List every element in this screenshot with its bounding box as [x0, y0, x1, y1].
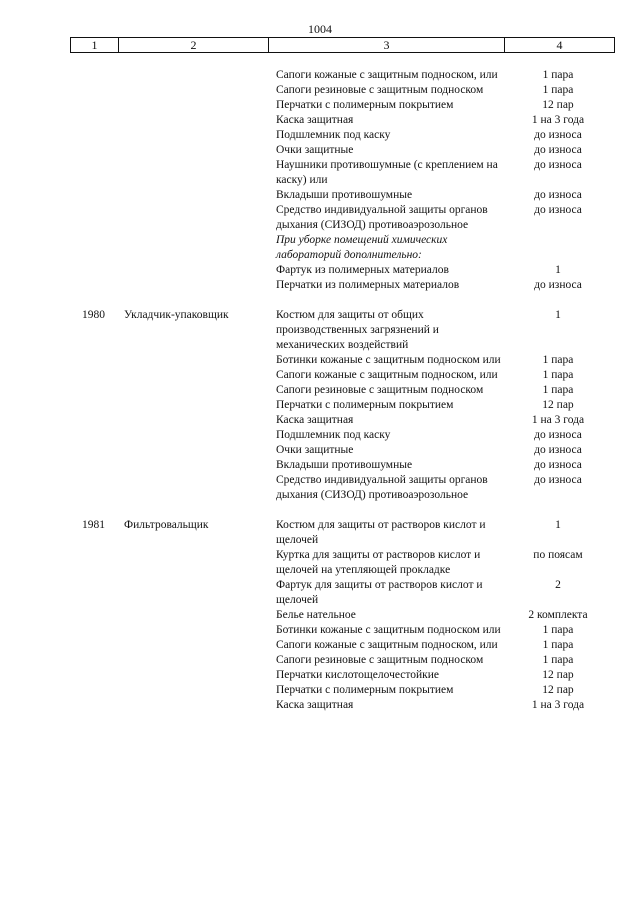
ppe-item-norm: 2 комплекта	[528, 609, 588, 621]
ppe-item-norm: до износа	[534, 474, 582, 486]
ppe-item-norm: 1	[555, 519, 561, 531]
ppe-item-norm: до износа	[534, 459, 582, 471]
ppe-item-name: Перчатки с полимерным покрытием	[276, 399, 454, 411]
ppe-item-name: Очки защитные	[276, 444, 354, 456]
ppe-item-norm: 1 пара	[542, 639, 574, 651]
profession-code: 1981	[82, 519, 105, 531]
ppe-item-norm: 12 пар	[542, 684, 574, 696]
ppe-item-norm: 1 пара	[542, 84, 574, 96]
ppe-item-norm: до износа	[534, 129, 582, 141]
column-header-4: 4	[505, 38, 615, 53]
ppe-item-name: Подшлемник под каску	[276, 429, 391, 441]
ppe-item-name: Очки защитные	[276, 144, 354, 156]
ppe-item-row	[70, 143, 614, 158]
ppe-item-row	[70, 443, 614, 458]
ppe-item-norm: 1	[555, 264, 561, 276]
ppe-item-name: Средство индивидуальной защиты органов дыхания (СИЗОД) противоаэрозольное	[276, 204, 488, 231]
ppe-item-row	[70, 68, 614, 83]
ppe-item-norm: 1	[555, 309, 561, 321]
ppe-item-name: Куртка для защиты от растворов кислот и щелочей на утепляющей прокладке	[276, 549, 481, 576]
ppe-item-norm: 1 пара	[542, 369, 574, 381]
ppe-item-row	[70, 113, 614, 128]
ppe-item-name: Белье нательное	[276, 609, 356, 621]
profession-group	[70, 68, 614, 293]
column-header-2: 2	[119, 38, 269, 53]
ppe-item-row	[70, 698, 614, 713]
ppe-item-row	[70, 278, 614, 293]
ppe-item-name: Перчатки с полимерным покрытием	[276, 99, 454, 111]
ppe-item-name: Каска защитная	[276, 414, 354, 426]
ppe-item-row	[70, 683, 614, 698]
ppe-item-row	[70, 458, 614, 473]
profession-group	[70, 308, 614, 503]
ppe-item-name: Наушники противошумные (с креплением на каску) или	[276, 159, 498, 186]
ppe-item-name: При уборке помещений химических лабораторий дополнительно:	[276, 234, 448, 261]
ppe-item-name: Сапоги кожаные с защитным подноском, или	[276, 639, 498, 651]
ppe-item-norm: 1 пара	[542, 654, 574, 666]
ppe-item-norm: 1 на 3 года	[531, 114, 585, 126]
ppe-item-norm: 12 пар	[542, 669, 574, 681]
ppe-item-norm: 1 пара	[542, 69, 574, 81]
ppe-item-name: Подшлемник под каску	[276, 129, 391, 141]
ppe-item-name: Костюм для защиты от общих производственных загрязнений и механических воздействий	[276, 309, 439, 351]
ppe-item-row	[70, 668, 614, 683]
ppe-item-name: Вкладыши противошумные	[276, 189, 413, 201]
ppe-item-row	[70, 128, 614, 143]
ppe-item-name: Средство индивидуальной защиты органов дыхания (СИЗОД) противоаэрозольное	[276, 474, 488, 501]
ppe-item-name: Сапоги кожаные с защитным подноском, или	[276, 369, 498, 381]
document-body	[70, 68, 614, 728]
ppe-item-row	[70, 98, 614, 113]
ppe-item-name: Перчатки с полимерным покрытием	[276, 684, 454, 696]
ppe-item-row	[70, 398, 614, 413]
ppe-item-norm: до износа	[534, 429, 582, 441]
ppe-item-norm: 12 пар	[542, 99, 574, 111]
ppe-item-name: Фартук из полимерных материалов	[276, 264, 449, 276]
profession-title: Укладчик-упаковщик	[124, 309, 229, 321]
ppe-item-name: Каска защитная	[276, 114, 354, 126]
ppe-item-norm: 1 пара	[542, 384, 574, 396]
ppe-item-row	[70, 638, 614, 653]
ppe-item-row	[70, 263, 614, 278]
profession-title: Фильтровальщик	[124, 519, 209, 531]
ppe-item-row	[70, 413, 614, 428]
column-header-3: 3	[269, 38, 505, 53]
ppe-item-norm: до износа	[534, 144, 582, 156]
ppe-item-norm: до износа	[534, 444, 582, 456]
ppe-item-norm: до износа	[534, 159, 582, 171]
ppe-item-name: Ботинки кожаные с защитным подноском или	[276, 624, 501, 636]
ppe-item-row	[70, 203, 614, 233]
ppe-item-norm	[502, 233, 614, 263]
ppe-item-row	[70, 653, 614, 668]
ppe-item-norm: до износа	[534, 189, 582, 201]
ppe-item-name: Перчатки из полимерных материалов	[276, 279, 460, 291]
ppe-item-row	[70, 83, 614, 98]
ppe-item-norm: 12 пар	[542, 399, 574, 411]
column-header-row	[71, 38, 615, 53]
ppe-item-name: Фартук для защиты от растворов кислот и щелочей	[276, 579, 483, 606]
ppe-item-row	[70, 608, 614, 623]
ppe-item-name: Каска защитная	[276, 699, 354, 711]
ppe-item-name: Ботинки кожаные с защитным подноском или	[276, 354, 501, 366]
page-number: 1004	[308, 22, 332, 36]
ppe-item-row	[70, 578, 614, 608]
ppe-item-row	[70, 473, 614, 503]
ppe-item-norm: 1 пара	[542, 624, 574, 636]
ppe-item-name: Сапоги резиновые с защитным подноском	[276, 84, 484, 96]
ppe-item-norm: 1 пара	[542, 354, 574, 366]
ppe-item-name: Вкладыши противошумные	[276, 459, 413, 471]
profession-group	[70, 518, 614, 713]
ppe-item-name: Костюм для защиты от растворов кислот и щелочей	[276, 519, 486, 546]
ppe-item-norm: 2	[555, 579, 561, 591]
ppe-item-name: Сапоги резиновые с защитным подноском	[276, 384, 484, 396]
ppe-item-row	[70, 548, 614, 578]
ppe-item-norm: до износа	[534, 279, 582, 291]
ppe-item-row	[70, 383, 614, 398]
column-header-1: 1	[71, 38, 119, 53]
ppe-item-row	[70, 188, 614, 203]
column-header-table	[70, 37, 615, 53]
ppe-item-name: Перчатки кислотощелочестойкие	[276, 669, 439, 681]
ppe-item-row	[70, 158, 614, 188]
ppe-item-row	[70, 368, 614, 383]
ppe-item-norm: по поясам	[533, 549, 583, 561]
ppe-item-name: Сапоги кожаные с защитным подноском, или	[276, 69, 498, 81]
ppe-item-norm: 1 на 3 года	[531, 699, 585, 711]
ppe-item-name: Сапоги резиновые с защитным подноском	[276, 654, 484, 666]
ppe-item-row	[70, 428, 614, 443]
ppe-item-norm: 1 на 3 года	[531, 414, 585, 426]
ppe-item-row	[70, 353, 614, 368]
ppe-item-row	[70, 623, 614, 638]
section-note-row	[70, 233, 614, 263]
profession-code: 1980	[82, 309, 105, 321]
ppe-item-norm: до износа	[534, 204, 582, 216]
